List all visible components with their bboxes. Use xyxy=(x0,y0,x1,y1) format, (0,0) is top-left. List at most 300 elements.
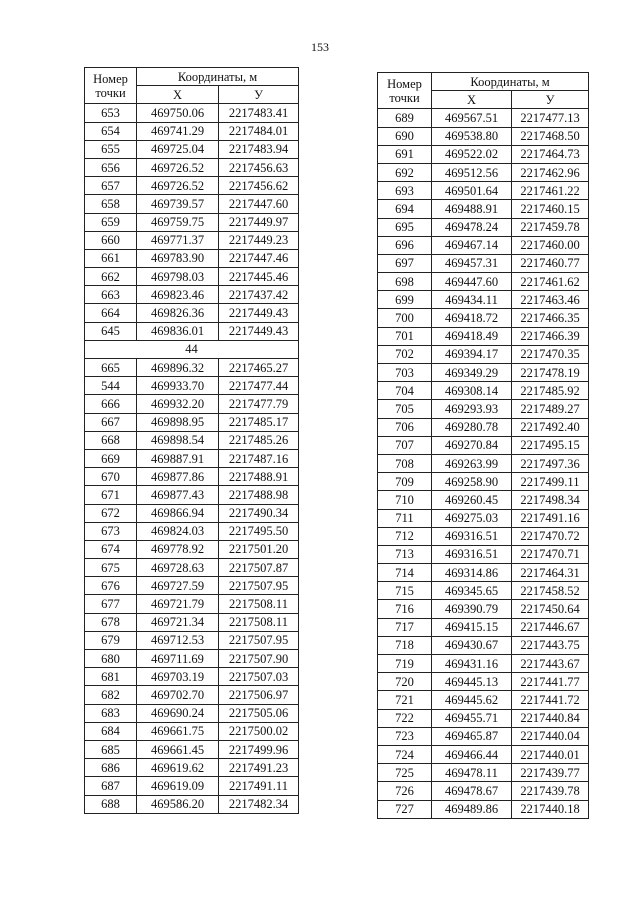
y-coordinate-cell: 2217495.50 xyxy=(219,522,299,540)
table-row xyxy=(85,722,299,740)
table-row xyxy=(378,309,589,327)
x-coordinate-cell: 469798.03 xyxy=(137,268,219,286)
point-number-cell: 665 xyxy=(85,359,137,377)
y-header: У xyxy=(512,91,589,109)
x-coordinate-cell: 469898.95 xyxy=(137,413,219,431)
point-number-cell: 719 xyxy=(378,655,432,673)
y-coordinate-cell: 2217498.34 xyxy=(512,491,589,509)
point-number-cell: 687 xyxy=(85,777,137,795)
table-row xyxy=(378,800,589,818)
y-coordinate-cell: 2217477.79 xyxy=(219,395,299,413)
table-row xyxy=(378,764,589,782)
x-coordinate-cell: 469712.53 xyxy=(137,631,219,649)
x-coordinate-cell: 469538.80 xyxy=(432,127,512,145)
x-coordinate-cell: 469447.60 xyxy=(432,273,512,291)
table-row xyxy=(378,745,589,763)
y-coordinate-cell: 2217449.43 xyxy=(219,322,299,340)
y-coordinate-cell: 2217459.78 xyxy=(512,218,589,236)
y-coordinate-cell: 2217470.35 xyxy=(512,345,589,363)
x-coordinate-cell: 469430.67 xyxy=(432,636,512,654)
table-row xyxy=(85,522,299,540)
point-number-cell: 691 xyxy=(378,145,432,163)
y-coordinate-cell: 2217440.01 xyxy=(512,745,589,763)
x-coordinate-cell: 469836.01 xyxy=(137,322,219,340)
table-row xyxy=(85,686,299,704)
table-row xyxy=(85,504,299,522)
point-number-cell: 725 xyxy=(378,764,432,782)
x-header: X xyxy=(432,91,512,109)
y-coordinate-cell: 2217499.96 xyxy=(219,740,299,758)
point-number-cell: 673 xyxy=(85,522,137,540)
table-row xyxy=(85,177,299,195)
x-coordinate-cell: 469896.32 xyxy=(137,359,219,377)
table-row xyxy=(378,545,589,563)
table-row xyxy=(378,182,589,200)
point-number-cell: 674 xyxy=(85,540,137,558)
x-coordinate-cell: 469522.02 xyxy=(432,145,512,163)
x-coordinate-cell: 469739.57 xyxy=(137,195,219,213)
point-number-cell: 722 xyxy=(378,709,432,727)
y-coordinate-cell: 2217508.11 xyxy=(219,613,299,631)
x-coordinate-cell: 469418.49 xyxy=(432,327,512,345)
y-coordinate-cell: 2217470.71 xyxy=(512,545,589,563)
y-coordinate-cell: 2217499.11 xyxy=(512,473,589,491)
y-coordinate-cell: 2217500.02 xyxy=(219,722,299,740)
y-coordinate-cell: 2217505.06 xyxy=(219,704,299,722)
y-coordinate-cell: 2217468.50 xyxy=(512,127,589,145)
x-coordinate-cell: 469489.86 xyxy=(432,800,512,818)
table-row xyxy=(378,291,589,309)
x-coordinate-cell: 469316.51 xyxy=(432,545,512,563)
table-row xyxy=(85,231,299,249)
x-coordinate-cell: 469345.65 xyxy=(432,582,512,600)
point-number-cell: 686 xyxy=(85,759,137,777)
x-coordinate-cell: 469932.20 xyxy=(137,395,219,413)
x-coordinate-cell: 469431.16 xyxy=(432,655,512,673)
point-number-cell: 544 xyxy=(85,377,137,395)
y-coordinate-cell: 2217489.27 xyxy=(512,400,589,418)
point-number-cell: 682 xyxy=(85,686,137,704)
x-coordinate-cell: 469741.29 xyxy=(137,122,219,140)
x-coordinate-cell: 469445.62 xyxy=(432,691,512,709)
x-coordinate-cell: 469877.86 xyxy=(137,468,219,486)
table-row xyxy=(378,491,589,509)
x-coordinate-cell: 469661.75 xyxy=(137,722,219,740)
point-number-cell: 702 xyxy=(378,345,432,363)
table-row xyxy=(85,122,299,140)
y-coordinate-cell: 2217470.72 xyxy=(512,527,589,545)
y-coordinate-cell: 2217482.34 xyxy=(219,795,299,813)
point-number-cell: 689 xyxy=(378,109,432,127)
x-coordinate-cell: 469466.44 xyxy=(432,745,512,763)
point-number-cell: 718 xyxy=(378,636,432,654)
y-coordinate-cell: 2217492.40 xyxy=(512,418,589,436)
x-coordinate-cell: 469711.69 xyxy=(137,650,219,668)
x-coordinate-cell: 469308.14 xyxy=(432,382,512,400)
table-row xyxy=(378,345,589,363)
y-coordinate-cell: 2217466.35 xyxy=(512,309,589,327)
y-coordinate-cell: 2217440.18 xyxy=(512,800,589,818)
point-number-header: Номер точки xyxy=(378,73,432,109)
y-coordinate-cell: 2217506.97 xyxy=(219,686,299,704)
x-coordinate-cell: 469512.56 xyxy=(432,163,512,181)
table-row xyxy=(378,327,589,345)
table-row xyxy=(378,600,589,618)
table-row xyxy=(378,655,589,673)
y-coordinate-cell: 2217466.39 xyxy=(512,327,589,345)
point-number-cell: 717 xyxy=(378,618,432,636)
x-coordinate-cell: 469725.04 xyxy=(137,140,219,158)
y-coordinate-cell: 2217484.01 xyxy=(219,122,299,140)
table-row xyxy=(378,364,589,382)
table-row xyxy=(85,431,299,449)
point-number-cell: 678 xyxy=(85,613,137,631)
y-coordinate-cell: 2217449.43 xyxy=(219,304,299,322)
point-number-cell: 709 xyxy=(378,473,432,491)
x-coordinate-cell: 469567.51 xyxy=(432,109,512,127)
point-number-cell: 677 xyxy=(85,595,137,613)
x-coordinate-cell: 469258.90 xyxy=(432,473,512,491)
point-number-cell: 662 xyxy=(85,268,137,286)
table-row xyxy=(85,740,299,758)
point-number-cell: 721 xyxy=(378,691,432,709)
point-number-cell: 727 xyxy=(378,800,432,818)
x-coordinate-cell: 469759.75 xyxy=(137,213,219,231)
y-coordinate-cell: 2217447.46 xyxy=(219,249,299,267)
x-coordinate-cell: 469703.19 xyxy=(137,668,219,686)
table-row xyxy=(378,727,589,745)
x-coordinate-cell: 469457.31 xyxy=(432,254,512,272)
y-coordinate-cell: 2217485.26 xyxy=(219,431,299,449)
y-coordinate-cell: 2217458.52 xyxy=(512,582,589,600)
x-coordinate-cell: 469778.92 xyxy=(137,540,219,558)
point-number-cell: 659 xyxy=(85,213,137,231)
table-row xyxy=(85,359,299,377)
table-row xyxy=(378,127,589,145)
point-number-cell: 684 xyxy=(85,722,137,740)
y-header: У xyxy=(219,86,299,104)
table-row xyxy=(378,418,589,436)
x-coordinate-cell: 469314.86 xyxy=(432,564,512,582)
table-row xyxy=(378,400,589,418)
x-coordinate-cell: 469488.91 xyxy=(432,200,512,218)
point-number-cell: 711 xyxy=(378,509,432,527)
table-row xyxy=(85,286,299,304)
x-coordinate-cell: 469501.64 xyxy=(432,182,512,200)
point-number-cell: 657 xyxy=(85,177,137,195)
table-row xyxy=(85,595,299,613)
point-number-cell: 681 xyxy=(85,668,137,686)
point-number-cell: 654 xyxy=(85,122,137,140)
point-number-cell: 683 xyxy=(85,704,137,722)
point-number-cell: 715 xyxy=(378,582,432,600)
y-coordinate-cell: 2217495.15 xyxy=(512,436,589,454)
x-coordinate-cell: 469824.03 xyxy=(137,522,219,540)
table-row xyxy=(85,486,299,504)
x-coordinate-cell: 469394.17 xyxy=(432,345,512,363)
table-row xyxy=(85,213,299,231)
table-row xyxy=(378,618,589,636)
table-row xyxy=(85,468,299,486)
y-coordinate-cell: 2217507.90 xyxy=(219,650,299,668)
point-number-cell: 704 xyxy=(378,382,432,400)
right-coordinates-table xyxy=(377,72,589,819)
table-row xyxy=(378,527,589,545)
y-coordinate-cell: 2217439.78 xyxy=(512,782,589,800)
table-row xyxy=(378,509,589,527)
y-coordinate-cell: 2217507.87 xyxy=(219,559,299,577)
y-coordinate-cell: 2217447.60 xyxy=(219,195,299,213)
table-row xyxy=(85,777,299,795)
y-coordinate-cell: 2217477.13 xyxy=(512,109,589,127)
point-number-cell: 658 xyxy=(85,195,137,213)
point-number-cell: 692 xyxy=(378,163,432,181)
point-number-cell: 726 xyxy=(378,782,432,800)
point-number-cell: 696 xyxy=(378,236,432,254)
point-number-cell: 698 xyxy=(378,273,432,291)
y-coordinate-cell: 2217460.00 xyxy=(512,236,589,254)
y-coordinate-cell: 2217437.42 xyxy=(219,286,299,304)
x-coordinate-cell: 469478.11 xyxy=(432,764,512,782)
y-coordinate-cell: 2217485.92 xyxy=(512,382,589,400)
x-coordinate-cell: 469280.78 xyxy=(432,418,512,436)
y-coordinate-cell: 2217465.27 xyxy=(219,359,299,377)
y-coordinate-cell: 2217501.20 xyxy=(219,540,299,558)
point-number-cell: 693 xyxy=(378,182,432,200)
x-coordinate-cell: 469316.51 xyxy=(432,527,512,545)
y-coordinate-cell: 2217497.36 xyxy=(512,454,589,472)
x-coordinate-cell: 469728.63 xyxy=(137,559,219,577)
y-coordinate-cell: 2217456.62 xyxy=(219,177,299,195)
left-coordinates-table xyxy=(84,67,299,814)
x-coordinate-cell: 469721.34 xyxy=(137,613,219,631)
x-coordinate-cell: 469690.24 xyxy=(137,704,219,722)
point-number-cell: 710 xyxy=(378,491,432,509)
point-number-cell: 666 xyxy=(85,395,137,413)
point-number-cell: 707 xyxy=(378,436,432,454)
x-coordinate-cell: 469260.45 xyxy=(432,491,512,509)
point-number-cell: 685 xyxy=(85,740,137,758)
x-coordinate-cell: 469887.91 xyxy=(137,449,219,467)
table-row xyxy=(85,613,299,631)
point-number-cell: 697 xyxy=(378,254,432,272)
y-coordinate-cell: 2217462.96 xyxy=(512,163,589,181)
table-row xyxy=(85,759,299,777)
point-number-cell: 667 xyxy=(85,413,137,431)
point-number-cell: 653 xyxy=(85,104,137,122)
table-row xyxy=(378,145,589,163)
table-row xyxy=(378,636,589,654)
point-number-cell: 672 xyxy=(85,504,137,522)
x-coordinate-cell: 469933.70 xyxy=(137,377,219,395)
x-coordinate-cell: 469263.99 xyxy=(432,454,512,472)
y-coordinate-cell: 2217443.75 xyxy=(512,636,589,654)
x-coordinate-cell: 469727.59 xyxy=(137,577,219,595)
table-row xyxy=(85,449,299,467)
point-number-cell: 716 xyxy=(378,600,432,618)
x-coordinate-cell: 469783.90 xyxy=(137,249,219,267)
table-row xyxy=(378,200,589,218)
y-coordinate-cell: 2217488.98 xyxy=(219,486,299,504)
table-row xyxy=(85,540,299,558)
point-number-cell: 680 xyxy=(85,650,137,668)
point-number-cell: 675 xyxy=(85,559,137,577)
point-number-cell: 655 xyxy=(85,140,137,158)
x-coordinate-cell: 469750.06 xyxy=(137,104,219,122)
x-coordinate-cell: 469823.46 xyxy=(137,286,219,304)
y-coordinate-cell: 2217440.04 xyxy=(512,727,589,745)
table-row xyxy=(378,436,589,454)
page-number: 153 xyxy=(311,40,329,54)
section-label: 44 xyxy=(85,340,299,358)
x-coordinate-cell: 469619.09 xyxy=(137,777,219,795)
table-row xyxy=(378,454,589,472)
table-row xyxy=(378,473,589,491)
point-number-cell: 676 xyxy=(85,577,137,595)
point-number-cell: 708 xyxy=(378,454,432,472)
y-coordinate-cell: 2217491.23 xyxy=(219,759,299,777)
y-coordinate-cell: 2217483.94 xyxy=(219,140,299,158)
table-row xyxy=(85,140,299,158)
table-row xyxy=(85,650,299,668)
y-coordinate-cell: 2217461.62 xyxy=(512,273,589,291)
table-row xyxy=(85,631,299,649)
y-coordinate-cell: 2217507.95 xyxy=(219,577,299,595)
table-row xyxy=(85,158,299,176)
y-coordinate-cell: 2217441.77 xyxy=(512,673,589,691)
x-coordinate-cell: 469586.20 xyxy=(137,795,219,813)
y-coordinate-cell: 2217491.16 xyxy=(512,509,589,527)
y-coordinate-cell: 2217450.64 xyxy=(512,600,589,618)
x-coordinate-cell: 469898.54 xyxy=(137,431,219,449)
table-row xyxy=(85,249,299,267)
y-coordinate-cell: 2217508.11 xyxy=(219,595,299,613)
x-coordinate-cell: 469418.72 xyxy=(432,309,512,327)
point-number-cell: 669 xyxy=(85,449,137,467)
point-number-cell: 663 xyxy=(85,286,137,304)
table-row xyxy=(85,577,299,595)
point-number-cell: 712 xyxy=(378,527,432,545)
table-row xyxy=(85,795,299,813)
table-row xyxy=(378,236,589,254)
y-coordinate-cell: 2217483.41 xyxy=(219,104,299,122)
x-coordinate-cell: 469434.11 xyxy=(432,291,512,309)
x-coordinate-cell: 469275.03 xyxy=(432,509,512,527)
point-number-cell: 690 xyxy=(378,127,432,145)
y-coordinate-cell: 2217449.23 xyxy=(219,231,299,249)
x-coordinate-cell: 469726.52 xyxy=(137,177,219,195)
x-header: X xyxy=(137,86,219,104)
y-coordinate-cell: 2217464.73 xyxy=(512,145,589,163)
point-number-cell: 703 xyxy=(378,364,432,382)
y-coordinate-cell: 2217490.34 xyxy=(219,504,299,522)
point-number-cell: 660 xyxy=(85,231,137,249)
table-row xyxy=(378,691,589,709)
point-number-cell: 724 xyxy=(378,745,432,763)
table-row xyxy=(378,564,589,582)
x-coordinate-cell: 469445.13 xyxy=(432,673,512,691)
y-coordinate-cell: 2217441.72 xyxy=(512,691,589,709)
point-number-cell: 695 xyxy=(378,218,432,236)
table-row xyxy=(378,218,589,236)
y-coordinate-cell: 2217445.46 xyxy=(219,268,299,286)
table-row xyxy=(378,782,589,800)
y-coordinate-cell: 2217491.11 xyxy=(219,777,299,795)
x-coordinate-cell: 469702.70 xyxy=(137,686,219,704)
table-row xyxy=(85,268,299,286)
point-number-cell: 656 xyxy=(85,158,137,176)
point-number-cell: 645 xyxy=(85,322,137,340)
point-number-cell: 688 xyxy=(85,795,137,813)
x-coordinate-cell: 469467.14 xyxy=(432,236,512,254)
point-number-cell: 694 xyxy=(378,200,432,218)
point-number-cell: 700 xyxy=(378,309,432,327)
table-row xyxy=(378,709,589,727)
coordinates-header: Координаты, м xyxy=(137,68,299,86)
point-number-cell: 699 xyxy=(378,291,432,309)
y-coordinate-cell: 2217460.15 xyxy=(512,200,589,218)
table-row xyxy=(85,413,299,431)
x-coordinate-cell: 469270.84 xyxy=(432,436,512,454)
x-coordinate-cell: 469465.87 xyxy=(432,727,512,745)
x-coordinate-cell: 469455.71 xyxy=(432,709,512,727)
y-coordinate-cell: 2217439.77 xyxy=(512,764,589,782)
point-number-cell: 705 xyxy=(378,400,432,418)
point-number-cell: 714 xyxy=(378,564,432,582)
y-coordinate-cell: 2217478.19 xyxy=(512,364,589,382)
y-coordinate-cell: 2217463.46 xyxy=(512,291,589,309)
x-coordinate-cell: 469771.37 xyxy=(137,231,219,249)
point-number-cell: 670 xyxy=(85,468,137,486)
x-coordinate-cell: 469661.45 xyxy=(137,740,219,758)
table-row xyxy=(378,163,589,181)
x-coordinate-cell: 469478.24 xyxy=(432,218,512,236)
point-number-cell: 664 xyxy=(85,304,137,322)
point-number-cell: 701 xyxy=(378,327,432,345)
y-coordinate-cell: 2217477.44 xyxy=(219,377,299,395)
y-coordinate-cell: 2217485.17 xyxy=(219,413,299,431)
point-number-cell: 706 xyxy=(378,418,432,436)
x-coordinate-cell: 469726.52 xyxy=(137,158,219,176)
y-coordinate-cell: 2217446.67 xyxy=(512,618,589,636)
x-coordinate-cell: 469866.94 xyxy=(137,504,219,522)
table-row xyxy=(85,668,299,686)
coordinates-header: Координаты, м xyxy=(432,73,589,91)
y-coordinate-cell: 2217443.67 xyxy=(512,655,589,673)
table-row xyxy=(85,322,299,340)
y-coordinate-cell: 2217460.77 xyxy=(512,254,589,272)
table-row xyxy=(378,273,589,291)
table-row xyxy=(378,582,589,600)
x-coordinate-cell: 469293.93 xyxy=(432,400,512,418)
table-row xyxy=(378,673,589,691)
y-coordinate-cell: 2217488.91 xyxy=(219,468,299,486)
point-number-cell: 671 xyxy=(85,486,137,504)
table-row xyxy=(378,109,589,127)
table-row xyxy=(378,382,589,400)
point-number-cell: 720 xyxy=(378,673,432,691)
x-coordinate-cell: 469619.62 xyxy=(137,759,219,777)
point-number-cell: 679 xyxy=(85,631,137,649)
y-coordinate-cell: 2217449.97 xyxy=(219,213,299,231)
x-coordinate-cell: 469721.79 xyxy=(137,595,219,613)
x-coordinate-cell: 469349.29 xyxy=(432,364,512,382)
y-coordinate-cell: 2217440.84 xyxy=(512,709,589,727)
point-number-cell: 713 xyxy=(378,545,432,563)
x-coordinate-cell: 469877.43 xyxy=(137,486,219,504)
x-coordinate-cell: 469390.79 xyxy=(432,600,512,618)
table-row xyxy=(85,195,299,213)
